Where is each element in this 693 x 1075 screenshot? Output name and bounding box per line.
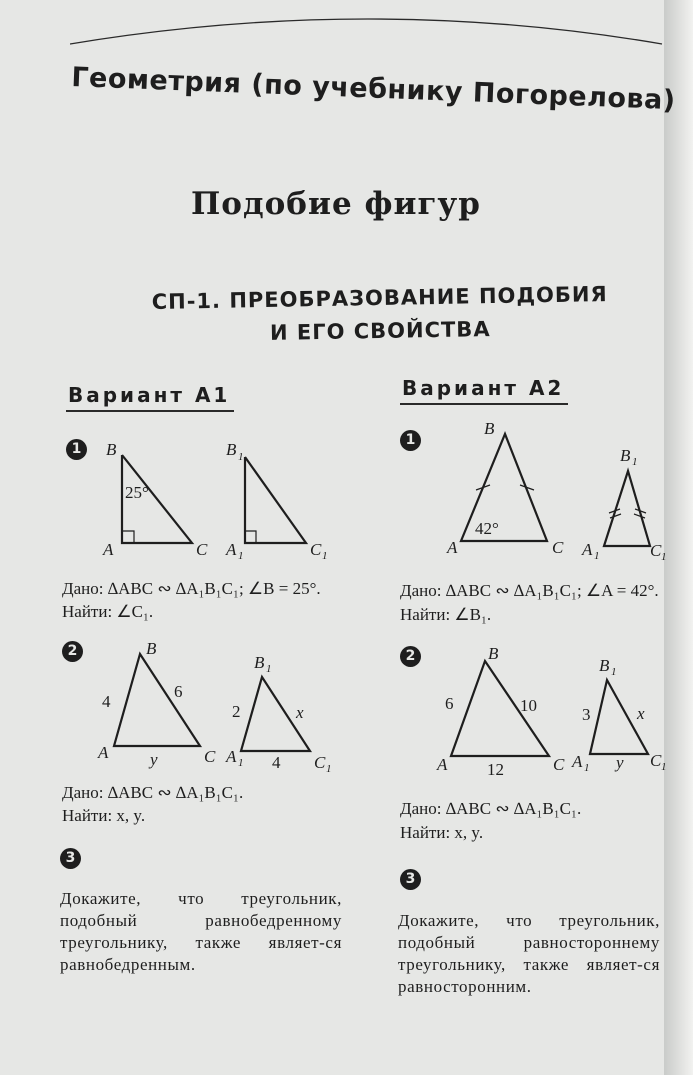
a1-t2-triangle-abc	[97, 639, 216, 769]
a2-task2-given: Дано: ∆ABC ∾ ∆A₁B₁C₁.	[400, 799, 582, 818]
a1-t2b-side-ac: 4	[272, 753, 281, 772]
a2-t1-triangle-a1b1c1	[581, 446, 667, 563]
a2-t2-label-a: A	[437, 755, 448, 774]
a2-t2b-side-ac: y	[616, 753, 624, 772]
a2-t2b-side-bc: x	[637, 704, 645, 723]
a2-t2b-label-a: A	[572, 752, 583, 771]
a1-task1-number: 1	[66, 439, 87, 460]
a1-t1b-sub-a: 1	[238, 550, 244, 562]
a2-t1-label-a: A	[447, 538, 458, 557]
a1-t1-label-c: C	[196, 540, 208, 559]
a1-t2b-side-ab: 2	[232, 702, 241, 721]
a1-t1b-label-a: A	[226, 540, 237, 559]
a1-t1b-label-b: B	[226, 440, 237, 459]
a1-task1-find: Найти: ∠C₁.	[62, 602, 154, 621]
a1-task2-find: Найти: x, y.	[62, 806, 146, 825]
a2-t2-side-ac: 12	[487, 760, 504, 779]
running-head: Геометрия (по учебнику Погорелова)	[70, 62, 677, 117]
a2-task3-text: Докажите, что треугольник, подобный равностороннему треугольнику, также являет-ся равносторонним.	[398, 911, 660, 996]
a1-t1-angle-label: 25°	[125, 483, 149, 502]
a1-t2-side-ab: 4	[102, 692, 111, 711]
a1-t1-label-a: A	[103, 540, 114, 559]
a2-task1-given: Дано: ∆ABC ∾ ∆A₁B₁C₁; ∠A = 42°.	[400, 581, 659, 600]
a2-t2b-label-c: C	[650, 751, 662, 770]
variant-a1-heading: Вариант А1	[66, 383, 234, 412]
chapter-title: Подобие фигур	[191, 186, 481, 222]
a1-t2-label-c: C	[204, 747, 216, 766]
a1-task1-given: Дано: ∆ABC ∾ ∆A₁B₁C₁; ∠B = 25°.	[62, 579, 321, 598]
a1-t2b-label-a: A	[226, 747, 237, 766]
a2-t1b-sub-b: 1	[632, 456, 638, 468]
section-title-line1: СП-1. ПРЕОБРАЗОВАНИЕ ПОДОБИЯ	[151, 282, 608, 314]
a2-t1b-sub-a: 1	[594, 550, 600, 562]
a1-t2-side-bc: 6	[174, 682, 183, 701]
a2-t2-side-bc: 10	[520, 696, 537, 715]
a2-t1-label-b: B	[484, 419, 495, 438]
a2-t2b-label-b: B	[599, 656, 610, 675]
section-title-line2: И ЕГО СВОЙСТВА	[269, 317, 491, 345]
a2-task1-number: 1	[400, 430, 421, 451]
variant-a2-heading: Вариант А2	[400, 376, 568, 405]
a1-t2b-label-c: C	[314, 753, 326, 772]
a1-t1b-label-c: C	[310, 540, 322, 559]
a1-t2-triangle-a1b1c1	[225, 653, 332, 775]
a2-t1b-label-c: C	[650, 541, 662, 560]
a2-task2-find: Найти: x, y.	[400, 823, 484, 842]
a1-t2b-sub-a: 1	[238, 757, 244, 769]
a2-t1b-label-a: A	[582, 540, 593, 559]
a1-t2-label-a: A	[98, 743, 109, 762]
a1-task2-given: Дано: ∆ABC ∾ ∆A₁B₁C₁.	[62, 783, 244, 802]
a1-task3-number: 3	[60, 848, 81, 869]
a2-task2-number: 2	[400, 646, 421, 667]
a1-t2b-side-bc: x	[296, 703, 304, 722]
a2-t2-label-c: C	[553, 755, 565, 774]
a2-t2-triangle-abc	[436, 644, 565, 779]
a1-t2b-sub-c: 1	[326, 763, 332, 775]
a1-t2b-sub-b: 1	[266, 663, 272, 675]
a2-task1-find: Найти: ∠B₁.	[400, 605, 492, 624]
a1-t1b-sub-b: 1	[238, 451, 244, 463]
a2-t1b-sub-c: 1	[661, 551, 667, 563]
a1-t2-side-ac: y	[150, 750, 158, 769]
a2-task3-number: 3	[400, 869, 421, 890]
a2-t2-triangle-a1b1c1	[571, 656, 667, 774]
a2-t1-label-c: C	[552, 538, 564, 557]
a2-t1-angle-label: 42°	[475, 519, 499, 538]
a2-t2b-side-ab: 3	[582, 705, 591, 724]
a2-t1b-label-b: B	[620, 446, 631, 465]
a1-t1-triangle-a1b1c1	[225, 440, 328, 562]
a1-t1b-sub-c: 1	[322, 550, 328, 562]
a1-t2-label-b: B	[146, 639, 157, 658]
a1-t1-triangle-abc	[102, 440, 208, 559]
a1-t2b-label-b: B	[254, 653, 265, 672]
a1-task3-text: Докажите, что треугольник, подобный равнобедренному треугольнику, также являет-ся равнобедренным.	[60, 889, 342, 974]
a2-t1-triangle-abc	[446, 419, 564, 557]
a1-task2-number: 2	[62, 641, 83, 662]
a2-t2b-sub-a: 1	[584, 762, 590, 774]
a2-t2-label-b: B	[488, 644, 499, 663]
a2-t2b-sub-c: 1	[661, 761, 667, 773]
a1-t1-label-b: B	[106, 440, 117, 459]
a2-t2-side-ab: 6	[445, 694, 454, 713]
a2-t2b-sub-b: 1	[611, 666, 617, 678]
